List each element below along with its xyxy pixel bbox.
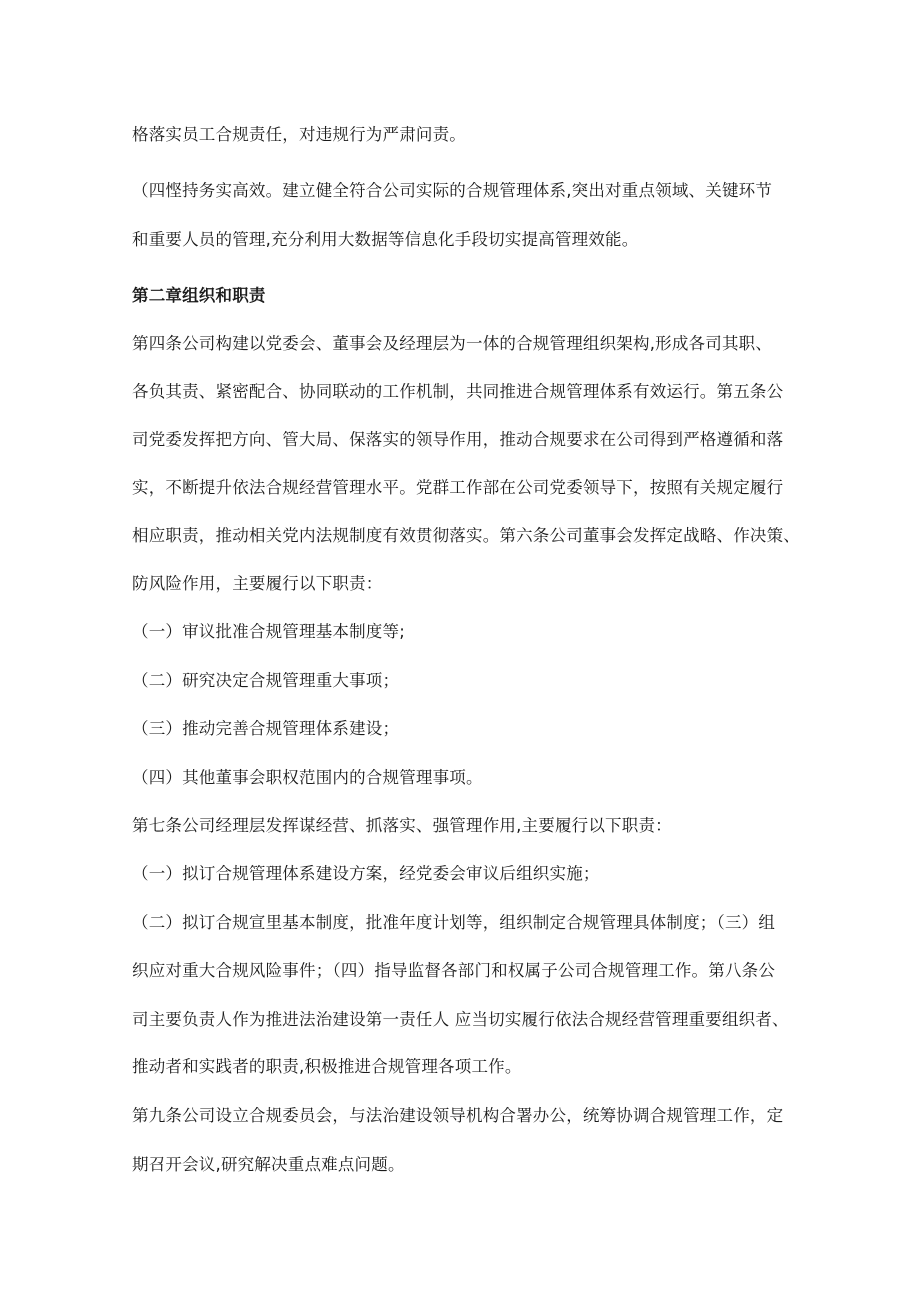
list-item: （一）拟订合规管理体系建设方案，经党委会审议后组织实施；	[132, 864, 600, 883]
body-text-line: （二）拟订合规宣里基本制度，批准年度计划等，组织制定合规管理具体制度；（三）组	[132, 913, 776, 932]
body-text-line: 实，不断提升依法合规经营管理水平。党群工作部在公司党委领导下，按照有关规定履行	[132, 478, 784, 497]
list-item: （四）其他董事会职权范围内的合规管理事项。	[132, 768, 483, 787]
body-text-line: 司党委发挥把方向、管大局、保落实的领导作用，推动合规要求在公司得到严格遵循和落	[132, 430, 784, 449]
body-text-line: 第七条公司经理层发挥谋经营、抓落实、强管理作用,主要履行以下职责：	[132, 816, 672, 835]
body-text-line: 各负其责、紧密配合、协同联动的工作机制，共同推进合规管理体系有效运行。第五条公	[132, 382, 784, 401]
body-text-line: 司主要负责人作为推进法治建设第一责任人 应当切实履行依法合规经营管理重要组织者、	[132, 1010, 789, 1029]
list-item: （一）审议批准合规管理基本制度等;	[132, 622, 405, 641]
body-text-line: 相应职责，推动相关党内法规制度有效贯彻落实。第六条公司董事会发挥定战略、作决策、	[132, 526, 800, 545]
list-item: （三）推动完善合规管理体系建设；	[132, 719, 400, 738]
body-text-line: 期召开会议,研究解决重点难点问题。	[132, 1155, 405, 1174]
body-text-line: 第九条公司设立合规委员会，与法治建设领导机构合署办公，统筹协调合规管理工作，定	[132, 1106, 784, 1125]
body-text-line: 第四条公司构建以党委会、董事会及经理层为一体的合规管理组织架构,形成各司其职、	[132, 334, 773, 353]
list-item: （二）研究决定合规管理重大事项；	[132, 671, 400, 690]
body-text-line: 推动者和实践者的职责,积极推进合规管理各项工作。	[132, 1057, 522, 1076]
body-text-line: （四悭持务实高效。建立健全符合公司实际的合规管理体系,突出对重点领域、关键环节	[132, 181, 773, 200]
body-text-line: 织应对重大合规风险事件；（四）指导监督各部门和权属子公司合规管理工作。第八条公	[132, 961, 776, 980]
body-text-line: 和重要人员的管理,充分利用大数据等信息化手段切实提高管理效能。	[132, 230, 639, 249]
chapter-heading: 第二章组织和职责	[132, 286, 266, 305]
body-text-line: 格落实员工合规责任，对违规行为严肃问责。	[132, 125, 466, 144]
body-text-line: 防风险作用，主要履行以下职责：	[132, 574, 383, 593]
